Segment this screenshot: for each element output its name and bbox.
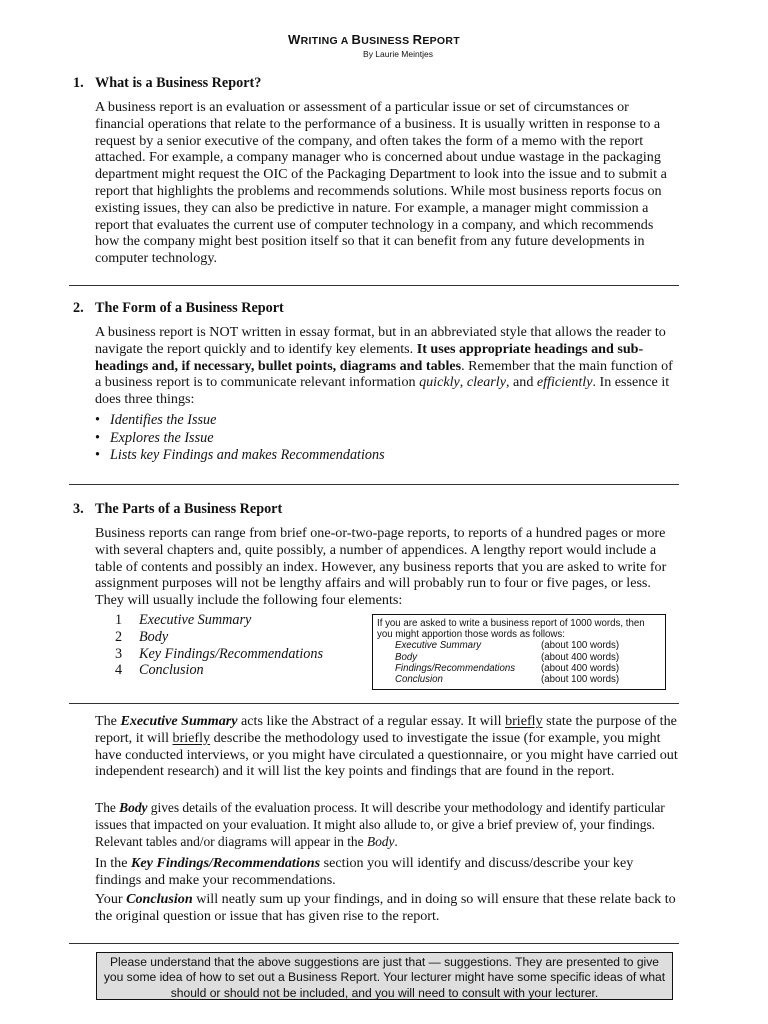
bullet-list	[110, 412, 385, 465]
author-byline: By Laurie Meintjes	[363, 49, 433, 59]
executive-summary-paragraph: The Executive Summary acts like the Abstract of a regular essay. It will briefly state the purpose of the report, it will briefly describe the methodology used to investigate the issue (for example, you might have conducted interviews, or you might have circulated a questionnaire, or you might have carried out independent research) and it will list the key points and findings that are found in the report.	[95, 713, 678, 780]
section-divider	[69, 285, 679, 286]
table-row: Executive Summary (about 100 words)	[395, 640, 620, 652]
list-item: 4 Conclusion	[115, 662, 204, 679]
document-title: WRITING A BUSINESS REPORT	[288, 32, 460, 47]
word-allocation-table	[395, 640, 619, 685]
word-allocation-box	[372, 614, 666, 690]
section-3-paragraph: Business reports can range from brief one-or-two-page reports, to reports of a hundred pages or more with several chapters and, quite possibly, a number of appendices. A lengthy report would include a table of contents and possibly an index. However, any business reports that you are asked to write for assignment purposes will not be lengthy affairs and will probably run to four or five pages, or less. They will usually include the following four elements:	[95, 525, 667, 609]
section-1-heading: 1. What is a Business Report?	[73, 75, 262, 91]
list-item: 2 Body	[115, 628, 169, 645]
table-row: Body (about 400 words)	[395, 651, 620, 663]
list-item: 3 Key Findings/Recommendations	[115, 645, 324, 662]
section-1-paragraph: A business report is an evaluation or assessment of a particular issue or set of circumstances or financial operations that relate to the performance of a business. It is usually written in response to a request by a senior executive of the company, and often takes the form of a memo with the report attached. For example, a company manager who is concerned about undue wastage in the packaging department might request the OIC of the Packaging Department to look into the issue and to submit a report that highlights the problems and recommends solutions. While most business reports focus on existing issues, they can also be predictive in nature. For example, a manager might commission a report that evaluates the current use of computer technology in a company, and which recommends how the company might best position itself so that it can benefit from any future developments in computer technology.	[95, 99, 667, 267]
list-item: • Explores the Issue	[110, 430, 385, 448]
list-item: • Lists key Findings and makes Recommendations	[110, 447, 385, 465]
section-divider	[69, 484, 679, 485]
lecturer-note-box: Please understand that the above suggestions are just that — suggestions. They are presented to give you some idea of how to set out a Business Report. Your lecturer might have some specific ideas of what should or should not be included, and you will need to consult with your lecturer.	[96, 952, 673, 1000]
parts-list	[115, 612, 323, 679]
section-divider	[69, 703, 679, 704]
conclusion-paragraph: Your Conclusion will neatly sum up your findings, and in doing so will ensure that these relate back to the original question or issue that has given rise to the report.	[95, 891, 676, 924]
body-paragraph: The Body gives details of the evaluation process. It will describe your methodology and identify particular issues that impacted on your evaluation. It might also allude to, or give a brief preview of, your findings. Relevant tables and/or diagrams will appear in the Body.	[95, 800, 665, 849]
section-2-heading: 2. The Form of a Business Report	[73, 300, 284, 316]
section-divider	[69, 943, 679, 944]
word-box-intro: If you are asked to write a business report of 1000 words, then you might apportion those words as follows:	[377, 618, 645, 641]
list-item: • Identifies the Issue	[110, 412, 385, 430]
emphasis-bold: It uses appropriate headings and sub-headings and, if necessary, bullet points, diagrams and tables	[95, 340, 644, 374]
table-row: Conclusion (about 100 words)	[395, 674, 620, 686]
findings-paragraph: In the Key Findings/Recommendations section you will identify and discuss/describe your key findings and make your recommendations.	[95, 855, 634, 888]
table-row: Findings/Recommendations (about 400 words)	[395, 662, 620, 674]
section-3-heading: 3. The Parts of a Business Report	[73, 501, 283, 517]
section-2-paragraph: A business report is NOT written in essay format, but in an abbreviated style that allows the reader to navigate the report quickly and to identify key elements. It uses appropriate headings and sub-headings and, if necessary, bullet points, diagrams and tables. Remember that the main function of a business report is to communicate relevant information quickly, clearly, and efficiently. In essence it does three things:	[95, 324, 673, 408]
list-item: 1 Executive Summary	[115, 612, 252, 628]
